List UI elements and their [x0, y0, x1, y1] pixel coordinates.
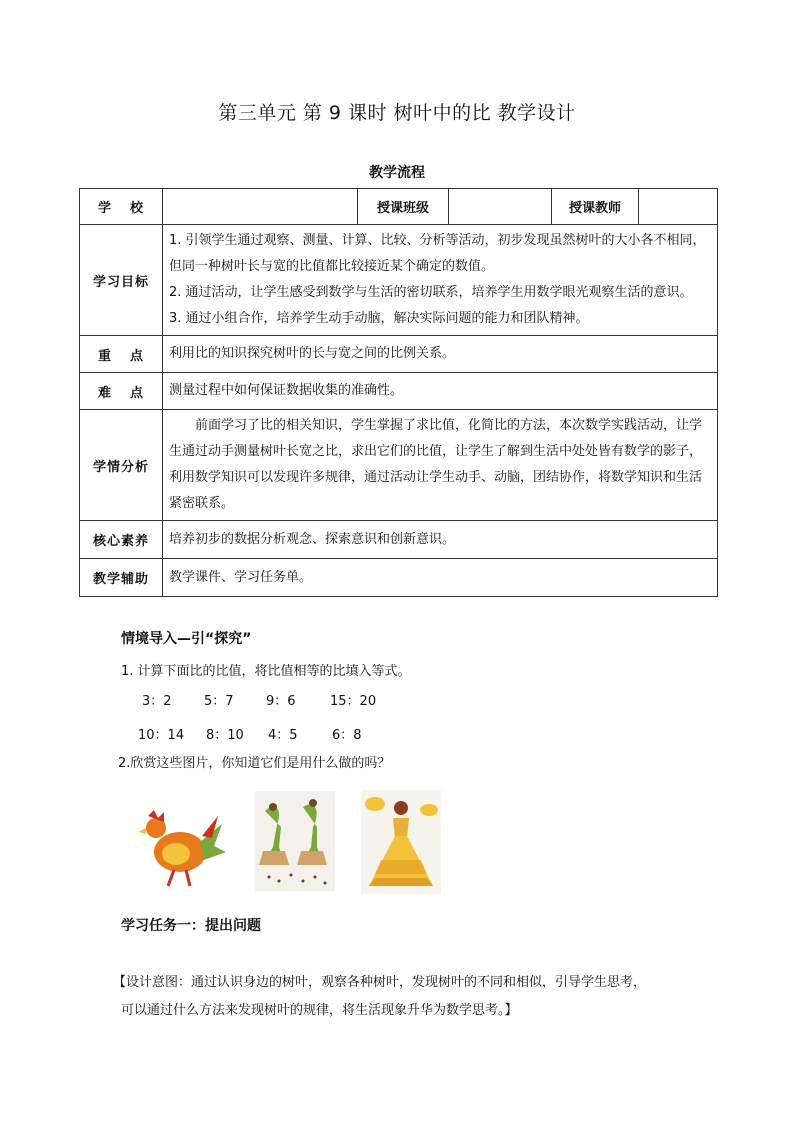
goals-content	[163, 225, 718, 336]
ratio-row-2	[138, 724, 362, 743]
leaf-dancers-image	[255, 791, 335, 891]
teacher-label: 授课教师	[552, 189, 639, 225]
key-point-value: 利用比的知识探究树叶的长与宽之间的比例关系。	[163, 336, 718, 373]
ratio-item: 5：7	[204, 694, 234, 709]
aids-value: 教学课件、学习任务单。	[163, 559, 718, 597]
ratio-item: 9：6	[266, 694, 296, 709]
question-2: 2.欣赏这些图片，你知道它们是用什么做的吗？	[118, 756, 391, 771]
class-label: 授课班级	[358, 189, 449, 225]
lesson-plan-table	[79, 188, 718, 597]
table-row	[80, 225, 718, 336]
goal-item: 1. 引领学生通过观察、测量、计算、比较、分析等活动，初步发现虽然树叶的大小各不相同，但同一种树叶长与宽的比值都比较接近某个确定的数值。	[169, 233, 706, 274]
leaf-dress-image	[361, 790, 441, 894]
table-row	[80, 336, 718, 373]
ratio-item: 15：20	[330, 694, 377, 709]
analysis-label: 学情分析	[80, 410, 163, 521]
difficulty-label: 难 点	[80, 373, 163, 410]
difficulty-value: 测量过程中如何保证数据收集的准确性。	[163, 373, 718, 410]
analysis-value: 前面学习了比的相关知识，学生掌握了求比值，化简比的方法，本次数学实践活动，让学生通过动手测量树叶长宽之比，求出它们的比值，让学生了解到生活中处处皆有数学的影子，利用数学知识可以发现许多规律，通过活动让学生动手、动脑，团结协作，将数学知识和生活紧密联系。	[163, 410, 718, 521]
ratio-item: 6：8	[332, 728, 362, 743]
design-intent-line-1: 【设计意图：通过认识身边的树叶，观察各种树叶，发现树叶的不同和相似，引导学生思考，	[113, 975, 647, 990]
teacher-value	[639, 189, 718, 225]
key-point-label: 重 点	[80, 336, 163, 373]
ratio-item: 3：2	[142, 694, 172, 709]
aids-label: 教学辅助	[80, 559, 163, 597]
class-value	[449, 189, 552, 225]
ratio-row-1	[142, 690, 376, 709]
ratio-item: 4：5	[268, 728, 298, 743]
school-value	[163, 189, 358, 225]
ratio-item: 10：14	[138, 728, 185, 743]
leaf-rooster-image	[134, 802, 230, 890]
question-1: 1. 计算下面比的比值，将比值相等的比填入等式。	[121, 664, 411, 679]
table-row	[80, 189, 718, 225]
intro-heading: 情境导入—引“探究”	[121, 631, 252, 647]
literacy-label: 核心素养	[80, 521, 163, 559]
table-row	[80, 410, 718, 521]
goal-item: 2. 通过活动，让学生感受到数学与生活的密切联系，培养学生用数学眼光观察生活的意识。	[169, 285, 693, 300]
literacy-value: 培养初步的数据分析观念、探索意识和创新意识。	[163, 521, 718, 559]
table-row	[80, 559, 718, 597]
ratio-item: 8：10	[206, 728, 244, 743]
goal-item: 3. 通过小组合作，培养学生动手动脑，解决实际问题的能力和团队精神。	[169, 311, 589, 326]
page-title: 第三单元 第 9 课时 树叶中的比 教学设计	[218, 102, 576, 124]
goals-label: 学习目标	[80, 225, 163, 336]
table-row	[80, 373, 718, 410]
school-label: 学 校	[80, 189, 163, 225]
task1-heading: 学习任务一：提出问题	[121, 918, 261, 934]
design-intent-line-2: 可以通过什么方法来发现树叶的规律，将生活现象升华为数学思考。】	[121, 1003, 518, 1018]
section-subtitle: 教学流程	[369, 165, 425, 181]
table-row	[80, 521, 718, 559]
